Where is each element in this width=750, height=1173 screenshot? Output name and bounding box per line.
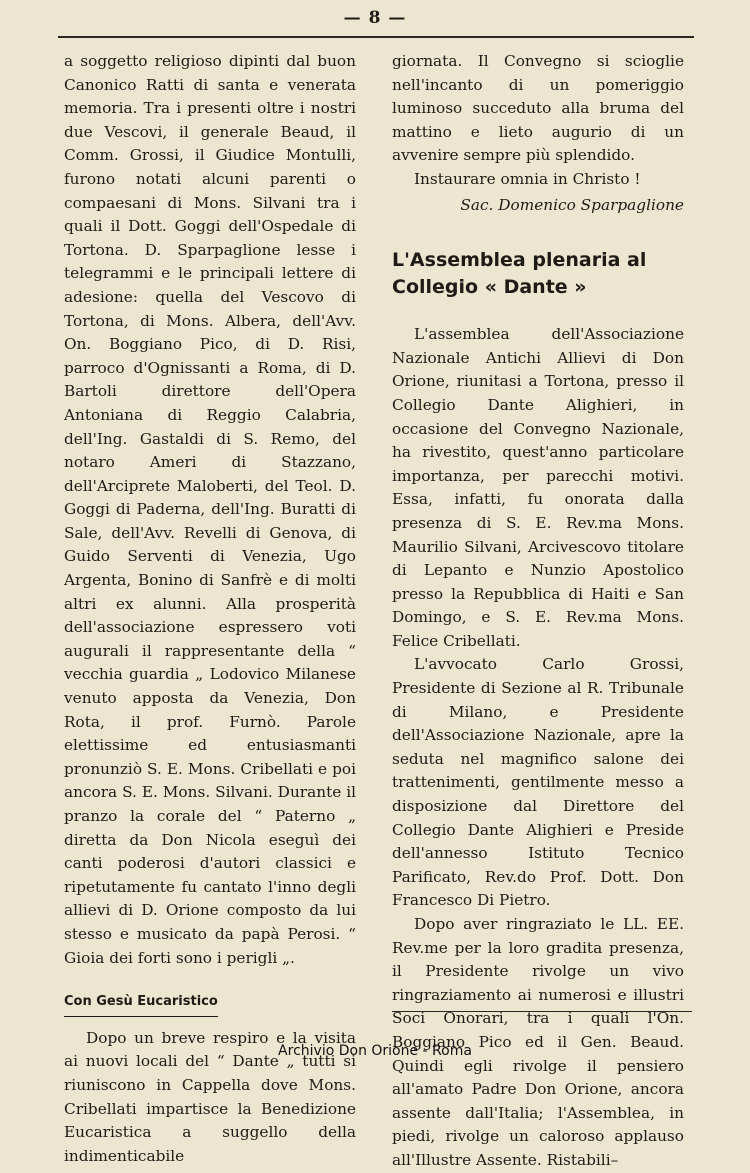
right-column [392,50,684,1173]
body-paragraph: L'avvocato Carlo Grossi, Presidente di Sezione al R. Tribunale di Milano, e Presidente dell'Associazione Nazionale, apre la seduta nel magnifico salone dei trattenimenti, gentilmente messo a disposizione dal Direttore del Collegio Dante Alighieri e Preside dell'annesso Istituto Tecnico Parificato, Rev.do Prof. Dott. Don Francesco Di Pietro. [392,655,684,910]
body-paragraph: giornata. Il Convegno si scioglie nell'incanto di un pomeriggio luminoso succeduto alla bruma del mattino e lieto augurio di un avvenire sempre più splendido. [392,52,684,165]
page-number: — 8 — [343,8,407,28]
motto: Instaurare omnia in Christo ! [414,169,641,188]
bottom-rule [392,1011,692,1012]
body-paragraph: Dopo aver ringraziato le LL. EE. Rev.me per la loro gradita presenza, il Presidente rivolge un vivo ringraziamento ai numerosi e illustri Soci Onorari, tra i quali l'On. Boggiano Pico ed il Gen. Beaud. Quindi egli rivolge il pensiero all'amato Padre Don Orione, ancora assente dall'Italia; l'Assemblea, in piedi, rivolge un caloroso applauso all'Illustre Assente. Ristabili– [392,915,684,1169]
body-paragraph: L'assemblea dell'Associazione Nazionale Antichi Allievi di Don Orione, riunitasi a Tortona, presso il Collegio Dante Alighieri, in occasione del Convegno Nazionale, ha rivestito, quest'anno particolare importanza, per parecchi motivi. Essa, infatti, fu onorata dalla presenza di S. E. Rev.ma Mons. Maurilio Silvani, Arcivescovo titolare di Lepanto e Nunzio Apostolico presso la Repubblica di Haiti e San Domingo, e S. E. Rev.ma Mons. Felice Cribellati. [392,325,684,650]
subheading [64,990,356,1017]
header-rule [58,36,694,38]
body-paragraph: a soggetto religioso dipinti dal buon Canonico Ratti di santa e venerata memoria. Tra i presenti oltre i nostri due Vescovi, il generale Beaud, il Comm. Grossi, il Giudice Montulli, furono notati alcuni parenti o compaesani di Mons. Silvani tra i quali il Dott. Goggi dell'Ospedale di Tortona. D. Sparpaglione lesse i telegrammi e le principali lettere di adesione: quella del Vescovo di Tortona, di Mons. Albera, dell'Avv. On. Boggiano Pico, di D. Risi, parroco d'Ognissanti a Roma, di D. Bartoli direttore dell'Opera Antoniana di Reggio Calabria, dell'Ing. Gastaldi di S. Remo, del notaro Ameri di Stazzano, dell'Arciprete Maloberti, del Teol. D. Goggi di Paderna, dell'Ing. Buratti di Sale, dell'Avv. Revelli di Genova, di Guido Serventi di Venezia, Ugo Argenta, Bonino di Sanfrè e di molti altri ex alunni. Alla prosperità dell'associazione espressero voti augurali il rappresentante della “ vecchia guardia „ Lodovico Milanese venuto apposta da Venezia, Don Rota, il prof. Furnò. Parole elettissime ed entusiasmanti pronunziò S. E. Mons. Cribellati e poi ancora S. E. Mons. Silvani. Durante il pranzo la corale del “ Paterno „ diretta da Don Nicola eseguì dei canti poderosi d'autori classici e ripetutamente fu cantato l'inno degli allievi di D. Orione composto da lui stesso e musicato da papà Perosi. “ Gioia dei forti sono i perigli „. [64,52,356,967]
archive-footer: Archivio Don Orione - Roma [278,1043,472,1059]
section-title: L'Assemblea plenaria al Collegio « Dante » [392,249,647,299]
left-column [64,50,356,1168]
body-paragraph: Dopo un breve respiro e la visita ai nuovi locali del “ Dante „ tutti si riuniscono in Cappella dove Mons. Cribellati impartisce la Benedizione Eucaristica a suggello della indimenticabile [64,1028,356,1165]
signature: Sac. Domenico Sparpaglione [460,195,684,214]
subheading-text: Con Gesù Eucaristico [64,990,218,1017]
